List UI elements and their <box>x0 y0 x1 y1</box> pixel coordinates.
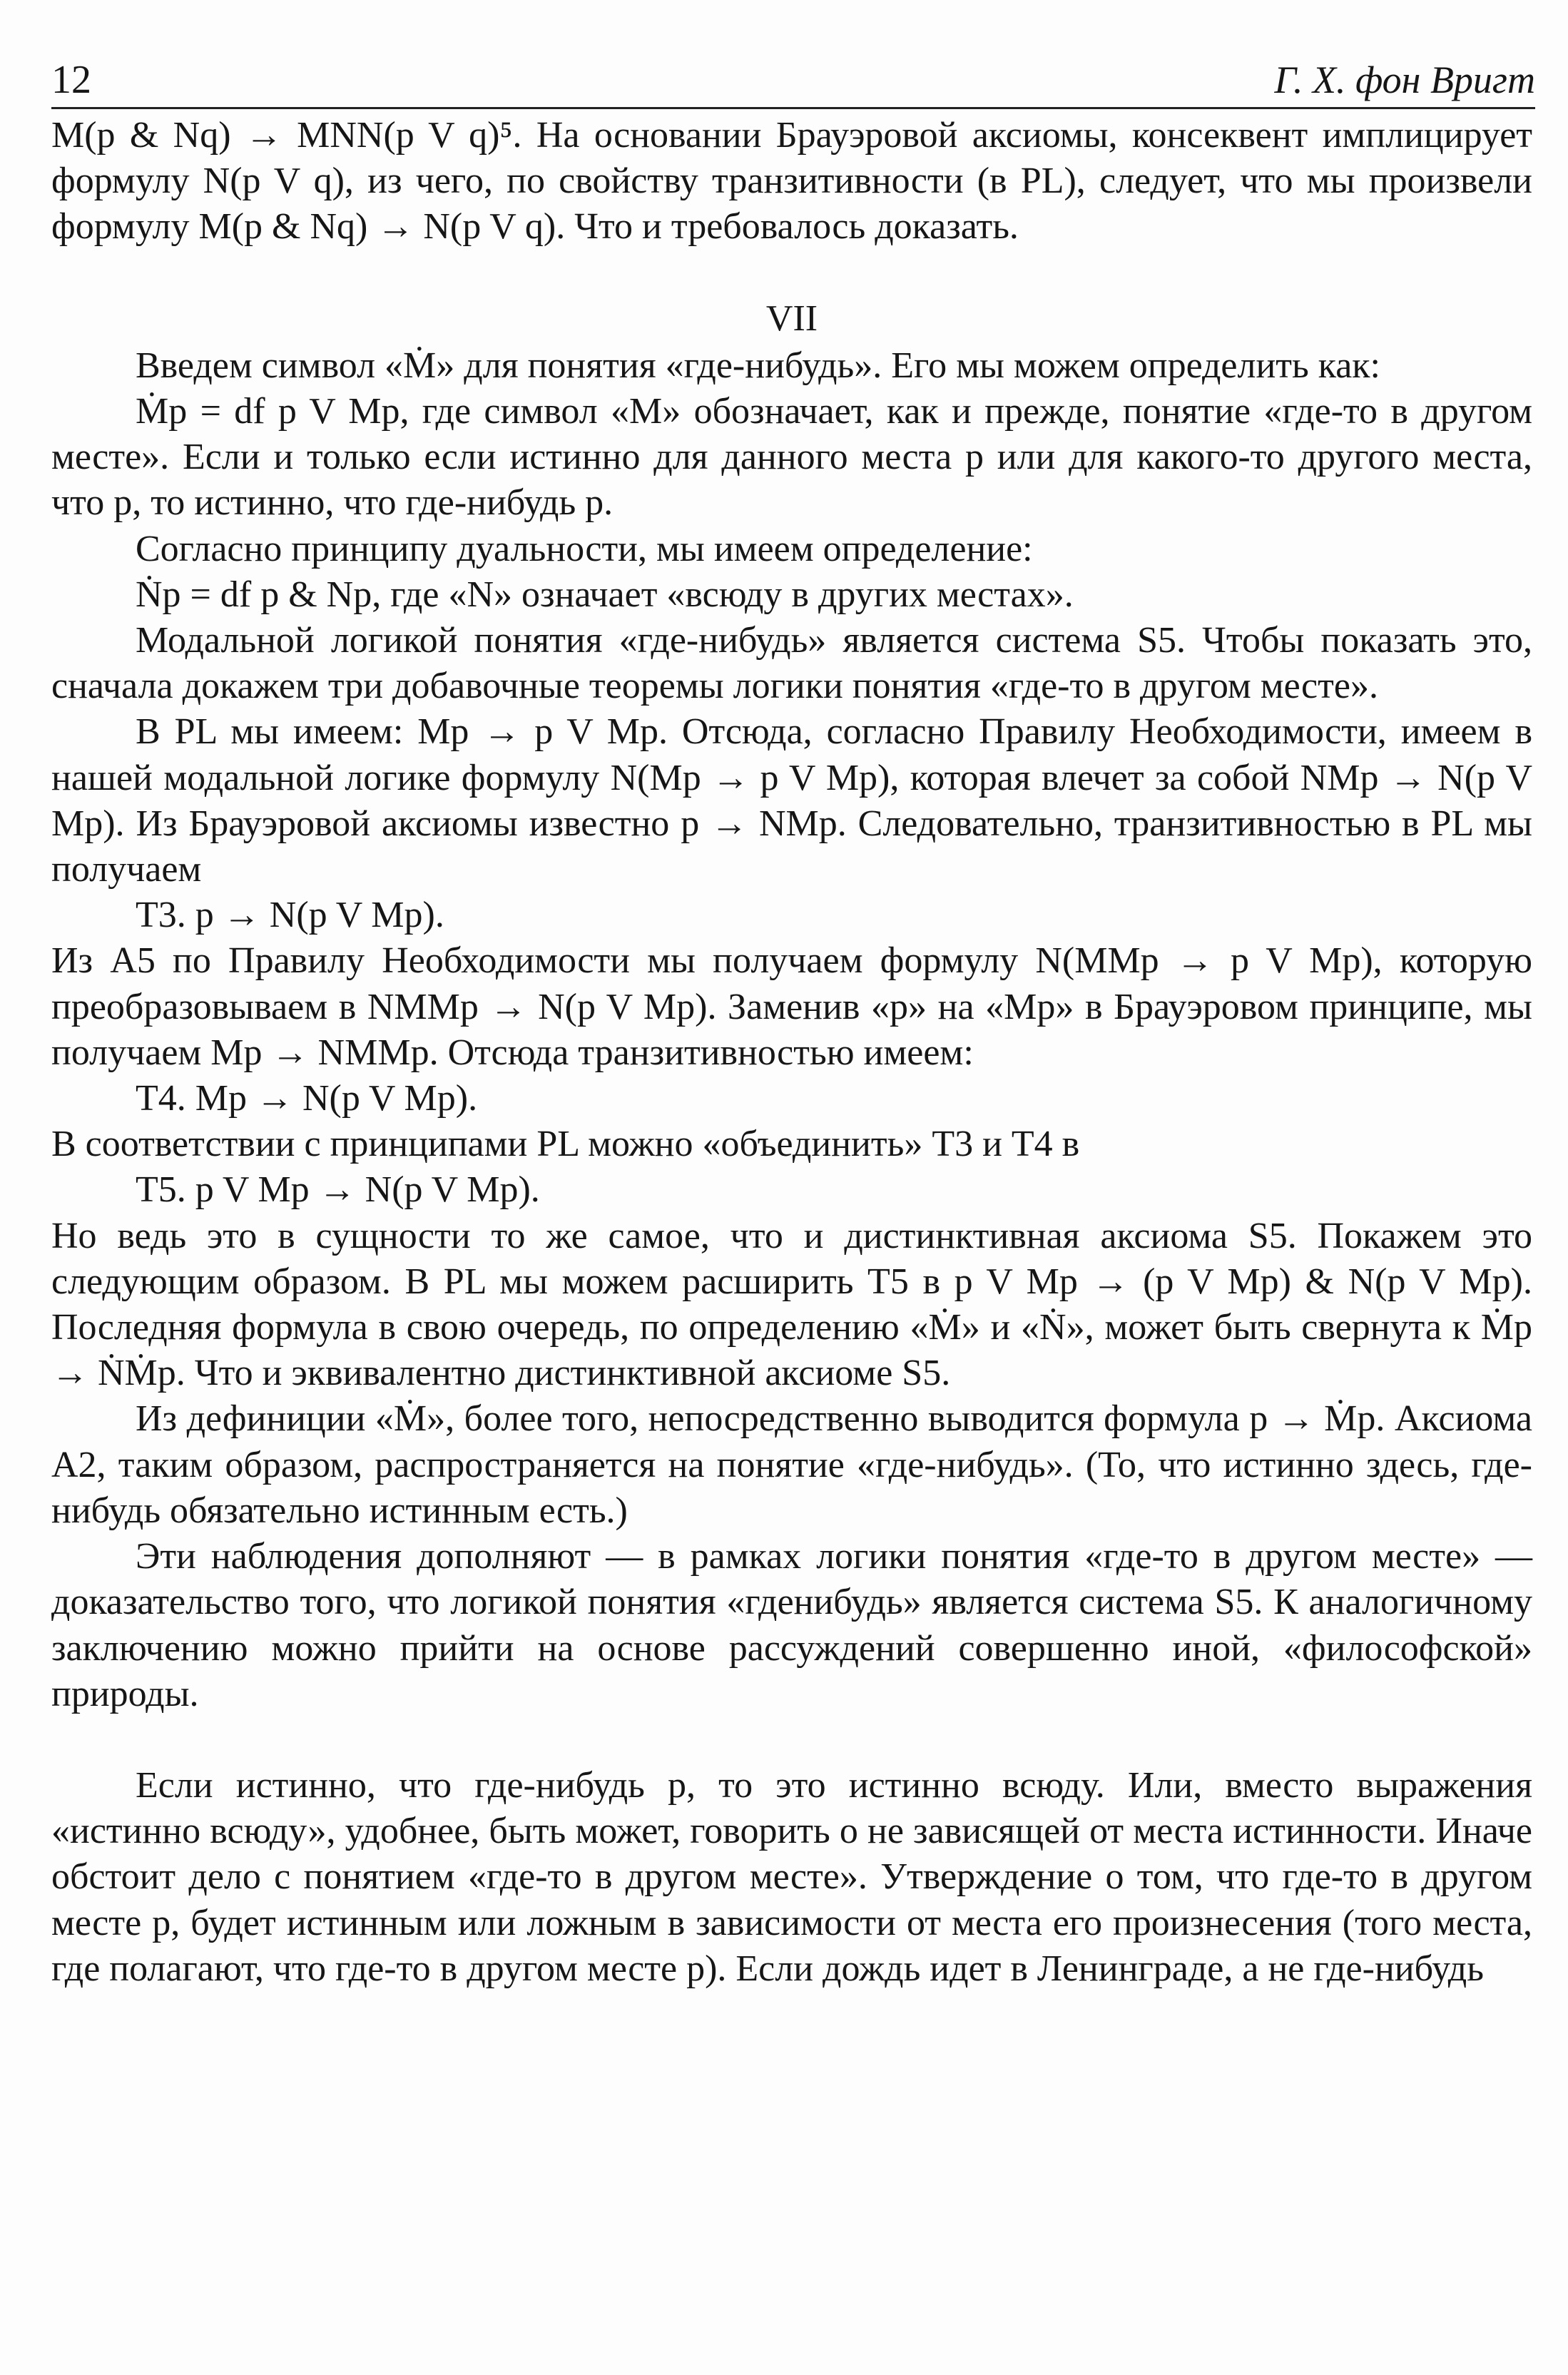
paragraph-somewhere-intro: Введем символ «Ṁ» для понятия «где-нибудь». Его мы можем определить как: <box>136 345 1380 386</box>
paragraph-proof-end: M(p & Nq) → MNN(p V q)⁵. На основании Брауэровой аксиомы, консеквент имплицирует формулу N(p V q), из чего, по свойству транзитивности (в PL), следует, что мы произвели формулу M(p & Nq) → N(p V q). Что и требовалось доказать. <box>51 115 1532 248</box>
paragraph-t4-derivation: Из А5 по Правилу Необходимости мы получаем формулу N(MMp → p V Mp), которую преобразовываем в NMMp → N(p V Mp). Заменив «p» на «Mp» в Брауэровом принципе, мы получаем Mp → NMMp. Отсюда транзитивностью имеем: <box>51 940 1532 1073</box>
paragraph-observations: Эти наблюдения дополняют — в рамках логики понятия «где-то в другом месте» — доказательство того, что логикой понятия «гденибудь» является система S5. К аналогичному заключению можно прийти на основе рассуждений совершенно иной, «философской» природы. <box>51 1536 1532 1714</box>
paragraph-duality: Согласно принципу дуальности, мы имеем определение: <box>136 528 1033 569</box>
paragraph-axiom-a2: Из дефиниции «Ṁ», более того, непосредственно выводится формула p → Ṁp. Аксиома А2, таким образом, распространяется на понятие «где-нибудь». (То, что истинно здесь, где-нибудь обязательно истинным есть.) <box>51 1398 1532 1531</box>
paragraph-somewhere-definition: Ṁp = df p V Mp, где символ «M» обозначает, как и прежде, понятие «где-то в другом месте». Если и только если истинно для данного места p или для какого-то другого места, что p, то истинно, что где-нибудь p. <box>51 391 1532 524</box>
page-number: 12 <box>51 57 91 102</box>
paragraph-combine: В соответствии с принципами PL можно «объединить» Т3 и Т4 в <box>51 1124 1080 1165</box>
running-head: Г. Х. фон Вригт <box>1274 58 1535 101</box>
theorem-t3: Т3. p → N(p V Mp). <box>136 895 444 936</box>
theorem-t4: Т4. Mp → N(p V Mp). <box>136 1078 478 1119</box>
paragraph-everywhere-definition: Ṅp = df p & Np, где «N» означает «всюду в других местах». <box>136 574 1074 615</box>
paragraph-s5-claim: Модальной логикой понятия «где-нибудь» является система S5. Чтобы показать это, сначала докажем три добавочные теоремы логики понятия «где-то в другом месте». <box>51 620 1532 707</box>
page-body <box>51 113 1532 1992</box>
section-heading: VII <box>765 297 818 339</box>
theorem-t5: Т5. p V Mp → N(p V Mp). <box>136 1169 540 1211</box>
page-header <box>51 43 1535 109</box>
paragraph-t3-derivation: В PL мы имеем: Mp → p V Mp. Отсюда, согласно Правилу Необходимости, имеем в нашей модальной логике формулу N(Mp → p V Mp), которая влечет за собой NMp → N(p V Mp). Из Брауэровой аксиомы известно p → NMp. Следовательно, транзитивностью в PL мы получаем <box>51 711 1532 890</box>
paragraph-truth-everywhere: Если истинно, что где-нибудь p, то это истинно всюду. Или, вместо выражения «истинно всюду», удобнее, быть может, говорить о не зависящей от места истинности. Иначе обстоит дело с понятием «где-то в другом месте». Утверждение о том, что где-то в другом месте p, будет истинным или ложным в зависимости от места его произнесения (того места, где полагают, что где-то в другом месте p). Если дождь идет в Ленинграде, а не где-нибудь <box>51 1764 1532 1989</box>
paragraph-distinctive-axiom: Но ведь это в сущности то же самое, что и дистинктивная аксиома S5. Покажем это следующим образом. В PL мы можем расширить Т5 в p V Mp → (p V Mp) & N(p V Mp). Последняя формула в свою очередь, по определению «Ṁ» и «Ṅ», может быть свернута к Ṁp → ṄṀp. Что и эквивалентно дистинктивной аксиоме S5. <box>51 1215 1532 1394</box>
